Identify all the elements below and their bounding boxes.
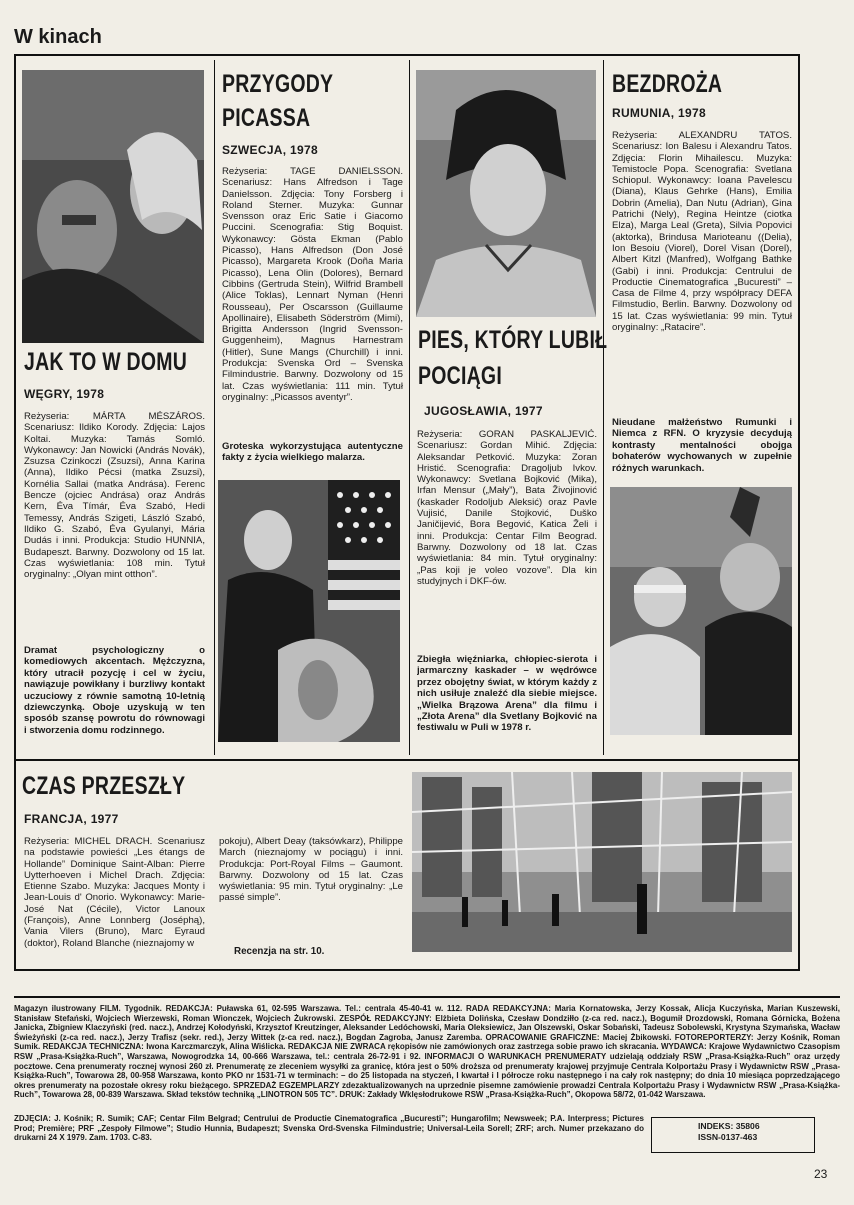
film-still-pies-ktory-lubil-pociagi: [416, 70, 596, 317]
column-divider: [409, 60, 410, 755]
film-title-przygody-picassa-line2: PICASSA: [222, 104, 311, 132]
film-title-przygody-picassa-line1: PRZYGODY: [222, 70, 334, 98]
film-title-bezdroza: BEZDROŻA: [612, 70, 723, 98]
film-country-przygody-picassa: SZWECJA, 1978: [222, 143, 318, 157]
photo-credits: ZDJĘCIA: J. Kośnik; R. Sumik; CAF; Centar Film Belgrad; Centrului de Productie Cinematografica „Bucuresti”; Hungarofilm; Newsweek; P.A. Interpress; Pictures Prod; Première; PRF „Zespoły Filmowe”; Studio Hunnia, Budapeszt; Svenska Ord-Svenska Filmindustrie; Universal-Leila Sorell; ZRF; arch. Numer przekazano do drukarni 24 X 1979. Zam. 1703. C-83.: [14, 1114, 644, 1143]
film-still-czas-przeszly: [412, 772, 792, 952]
index-number: INDEKS: 35806: [698, 1121, 760, 1131]
film-still-bezdroza: [610, 487, 792, 735]
film-country-jak-to-w-domu: WĘGRY, 1978: [24, 387, 105, 401]
film-credits-jak-to-w-domu: Reżyseria: MÁRTA MÉSZÁROS. Scenariusz: Ildiko Korody. Zdjęcia: Lajos Koltai. Muzyka: Tamás Somló. Wykonawcy: Jan Nowicki (András Novák), Zsuzsa Czinkoczi (Zsuzsi), Anna Karina (Anna), Ildiko Pécsi (matka Zsuzsi), Kornélia Sallai (matka Andrása). Ferenc Bencze (ojciec Andrása) oraz András Kern, Éva Tímár, Éva Szabó, Hedi Temessy, András Szigeti, László Szabó, Ildiko G. Szabó, Éva Gyulanyi, Mária Dudás i inni. Produkcja: Studio HUNNIA, Budapeszt. Barwny. Dozwolony od 15 lat. Czas wyświetlania: 108 min. Tytuł oryginalny: „Olyan mint otthon”.: [24, 411, 205, 581]
masthead-rule: [14, 996, 840, 998]
film-still-jak-to-w-domu: [22, 70, 204, 343]
index-box: [651, 1117, 815, 1153]
masthead-text: Magazyn ilustrowany FILM. Tygodnik. REDAKCJA: Puławska 61, 02-595 Warszawa. Tel.: centrala 45-40-41 w. 112. RADA REDAKCYJNA: Maria Kornatowska, Jerzy Kossak, Alicja Kuczyńska, Marian Kuszewski, Stanisław Stefański, Wojciech Wierzewski, Roman Wionczek, Wojciech Żukrowski. ZESPÓŁ REDAKCYJNY: Elżbieta Dolińska, Czesław Dondziłło (z-ca red. nacz.), Bogumił Drozdowski, Romana Górnicka, Bożena Janicka, Zbigniew Klaczyński (red. nacz.), Andrzej Kołodyński, Krzysztof Kreutzinger, Aleksander Ledóchowski, Maria Oleksiewicz, Jan Olszewski, Oskar Sobański, Tadeusz Sobolewski, Krystyna Szymańska, Wacław Świeżyński (z-ca red. nacz.), Jerzy Trafisz (sekr. red.), Jerzy Wittek (z-ca red. nacz.), Bogdan Zagroba, Janusz Zaremba. OPRACOWANIE GRAFICZNE: Maciej Żbikowski. FOTOREPORTERZY: Jerzy Kośnik, Roman Sumik. REDAKCJA TECHNICZNA: Iwona Karczmarczyk, Alina Wiślicka. REDAKCJA NIE ZWRACA rękopisów nie zamówionych oraz zastrzega sobie prawo ich skracania. WYDAWCA: Krajowe Wydawnictwo Czasopism RSW „Prasa-Książka-Ruch”, Warszawa, Nowogrodzka 14, 00-666 Warszawa, tel.: centrala 26-72-91 i 92. INFORMACJI O WARUNKACH PRENUMERATY udzielają oddziały RSW „Prasa-Książka-Ruch” oraz urzędy pocztowe. Cena prenumeraty rocznej wynosi 260 zł. Prenumeratę ze zleceniem wysyłki za granicę, która jest o 50% droższa od prenumeraty krajowej przyjmuje Centrala Kolportażu Prasy i Wydawnictw RSW „Prasa-Książka-Ruch”, Towarowa 28, 00-958 Warszawa, konto PKO nr 1531-71 w terminach: – do 25 listopada na styczeń, I kwartał i I półrocze roku następnego i na cały rok następny; do dnia 10 miesiąca poprzedzającego okres prenumeraty na pozostałe okresy roku bieżącego. SPRZEDAŻ EGZEMPLARZY zdezaktualizowanych na uprzednie pisemne zamówienie prowadzi Centrala Kolportażu Prasy i Wydawnictw RSW „Prasa-Książka-Ruch”, Towarowa 28, 00-839 Warszawa. Skład tekstów techniką „LINOTRON 505 TC”. DRUK: Zakłady Wklęsłodrukowe RSW „Prasa-Książka-Ruch”, Okopowa 58/72, 01-042 Warszawa.: [14, 1004, 840, 1100]
film-caption-jak-to-w-domu: Dramat psychologiczny o komediowych akcentach. Mężczyzna, który utracił pozycję i cel w życiu, nawiązuje powikłany i burzliwy kontakt uczuciowy z równie samotną 10-letnią dziewczynką. Oboje uzyskują w ten sposób szansę powrotu do równowagi i stworzenia domu rodzinnego.: [24, 645, 205, 736]
film-caption-pies: Zbiegła więźniarka, chłopiec-sierota i jarmarczny kaskader – w wędrówce przez obojętny świat, w którym każdy z nich usiłuje znaleźć dla siebie miejsce. „Wielka Brązowa Arena” dla filmu i „Złota Arena” dla Svetlany Bojković na festiwalu w Puli w 1978 r.: [417, 654, 597, 734]
film-title-pies-line2: POCIĄGI: [418, 362, 502, 390]
column-divider: [603, 60, 604, 755]
film-credits-pies: Reżyseria: GORAN PASKALJEVIĆ. Scenariusz: Gordan Mihić. Zdjęcia: Aleksandar Petković. Muzyka: Zoran Hristić. Scenografia: Dragoljub Ivkov. Wykonawcy: Svetlana Bojković (Mika), Irfan Mensur („Mały”), Bata Živojinović (kaskader Rodoljub Aleksić) oraz Pavle Vujisić, Danile Stojković, Duško Janičijević, Bora Begović, Katica Želi i inni. Produkcja: Centar Film Beograd. Barwny. Dozwolony od 18 lat. Czas wyświetlania: 84 min. Tytuł oryginalny: „Pas koji je voleo vozove”. Dla kin studyjnych i DKF-ów.: [417, 429, 597, 587]
page-number: 23: [814, 1167, 828, 1181]
film-title-czas-przeszly: CZAS PRZESZŁY: [22, 772, 186, 800]
film-credits-czas-przeszly-col1: Reżyseria: MICHEL DRACH. Scenariusz na podstawie powieści „Les étangs de Hollande” Dominique Saint-Alban: Pierre Uytterhoeven i Michel Drach. Zdjęcia: Etienne Szabo. Muzyka: Jacques Monty i Jean-Louis d' Onorio. Wykonawcy: Marie-José Nat (Cécile), Victor Lanoux (François), Anne Lonnberg (Joséphą), Vania Vilers (Bruno), Marc Eyraud (doktor), Roland Blanche (nieznajomy w: [24, 836, 205, 949]
review-note: Recenzja na str. 10.: [234, 946, 325, 957]
film-caption-przygody-picassa: Groteska wykorzystująca autentyczne fakty z życia wielkiego malarza.: [222, 441, 403, 464]
film-title-jak-to-w-domu: JAK TO W DOMU: [24, 348, 188, 376]
film-credits-czas-przeszly-col2: pokoju), Albert Deay (taksówkarz), Philippe March (nieznajomy w pociągu) i inni. Produkcja: Port-Royal Films – Gaumont. Barwny. Dozwolony od 15 lat. Czas wyświetlania: 95 min. Tytuł oryginalny: „Le passé simple”.: [219, 836, 403, 904]
film-country-pies: JUGOSŁAWIA, 1977: [424, 404, 543, 418]
column-divider: [214, 60, 215, 755]
film-still-przygody-picassa: [218, 480, 400, 742]
film-caption-bezdroza: Nieudane małżeństwo Rumunki i Niemca z RFN. O kryzysie decydują kontrasty mentalności obojga bohaterów wychowanych w zupełnie różnych warunkach.: [612, 417, 792, 474]
film-title-pies-line1: PIES, KTÓRY LUBIŁ: [418, 326, 608, 354]
issn-number: ISSN-0137-463: [698, 1132, 758, 1142]
film-credits-przygody-picassa: Reżyseria: TAGE DANIELSSON. Scenariusz: Hans Alfredson i Tage Danielsson. Zdjęcia: Tony Forsberg i Roland Sterner. Muzyka: Gunnar Svensson oraz Eric Satie i Giacomo Puccini. Scenografia: Stig Boquist. Wykonawcy: Gösta Ekman (Pablo Picasso), Hans Alfredson (Don José Picasso), Margareta Krook (Doña Maria Picasso), Lena Olin (Dolores), Bernard Cibbins (Gertruda Stein), Wilfrid Brambell (Alice Toklas), Lennart Nyman (Henri Rousseau), Per Oscarsson (Guillaume Apollinaire), Elisabeth Söderström (Mimi), Brigitta Andersson (Ingrid Svensson-Guggenheim), Magnus Harnestram (Hitler), Sune Mangs (Churchill) i inni. Produkcja: Svenska Ord – Svenska Filmindustrie. Barwny. Dozwolony od 15 lat. Czas wyświetlania: 111 min. Tytuł oryginalny: „Picassos aventyr”.: [222, 166, 403, 403]
section-title: W kinach: [14, 26, 102, 48]
film-country-bezdroza: RUMUNIA, 1978: [612, 106, 706, 120]
film-credits-bezdroza: Reżyseria: ALEXANDRU TATOS. Scenariusz: Ion Balesu i Alexandru Tatos. Zdjęcia: Florin Mihailescu. Muzyka: Temistocle Popa. Scenografia: Svetlana Schiopul. Wykonawcy: Ioana Pavelescu (Diana), Klaus Gehrke (Hans), Emilia Dobrin (Amelia), Dan Nutu (Adrian), Gina Patrichi (Nely), Regina Heintze (ciotka Elza), Marga Leal (Greta), Silvia Popovici (aktorka), Brindusa Marioteanu ((Delia), Ion Besoiu (Viorel), Dorel Visan (Dorel), Albert Kitzl (Manfred), Wolfgang Bathke (Gabi) i inni. Produkcja: Centrului de Productie Cinematografica „Bucuresti” – Casa de Filme 4, przy współpracy DEFA Filmstudio, Berlin. Barwny. Dozwolony od 15 lat. Czas wyświetlania: 99 min. Tytuł oryginalny: „Ratacire”.: [612, 130, 792, 334]
film-country-czas-przeszly: FRANCJA, 1977: [24, 812, 119, 826]
